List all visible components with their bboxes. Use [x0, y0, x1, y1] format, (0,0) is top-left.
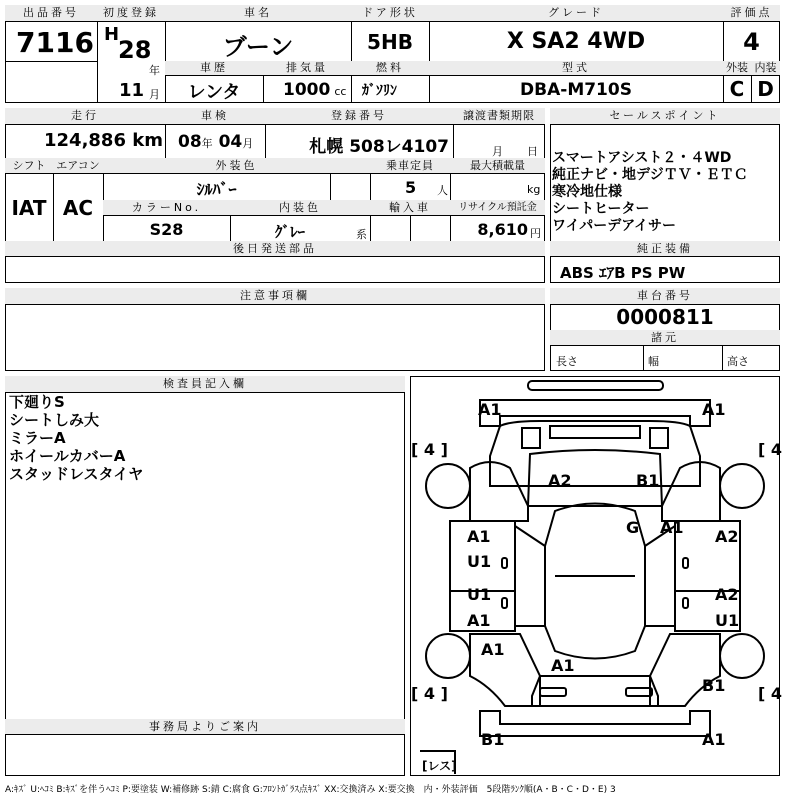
- fuel-label: 燃料: [351, 61, 429, 76]
- mark-quarter-left: A1: [481, 640, 505, 659]
- mark-rear-left: B1: [481, 730, 505, 749]
- chassis-number: 0000811: [616, 305, 714, 329]
- recycle: 8,610: [477, 220, 528, 239]
- notes-label: 注意事項欄: [5, 288, 545, 305]
- load-unit: kg: [527, 183, 541, 196]
- door-label: ドア形状: [351, 5, 429, 22]
- car-name-label: 車名: [165, 5, 351, 22]
- mark-roof-rear: A1: [551, 656, 575, 675]
- sales-point-line: ワイパーデアイサー: [552, 218, 677, 234]
- sales-point-line: 寒冷地仕様: [552, 184, 622, 200]
- later-parts-label: 後日発送部品: [5, 241, 545, 257]
- score: 4: [743, 28, 760, 56]
- plate: 札幌 508レ4107: [309, 137, 449, 157]
- int-label: 内装: [751, 61, 780, 76]
- grade-label: グレード: [429, 5, 723, 22]
- sales-point-line: スマートアシスト２・４WD: [552, 150, 732, 166]
- int-grade: D: [757, 77, 774, 101]
- mark-rear-door-right-u: U1: [715, 611, 740, 630]
- reg-year: 28: [118, 36, 152, 64]
- mark-hood-right: B1: [636, 471, 660, 490]
- equipment: ABS ｴｱB PS PW: [560, 264, 686, 282]
- mileage-label: 走行: [5, 108, 165, 125]
- transfer-day: 日: [527, 145, 538, 158]
- history-label: 車歴: [165, 61, 263, 76]
- sales-points-list: [552, 150, 748, 235]
- spec-label: 諸元: [550, 330, 780, 346]
- inspector-notes: [9, 393, 143, 483]
- mark-front-door-right: A2: [715, 527, 739, 546]
- chassis-label: 車台番号: [550, 288, 780, 305]
- shift: IAT: [11, 196, 47, 220]
- equipment-label: 純正装備: [550, 241, 780, 257]
- mileage: 124,886 km: [44, 130, 163, 151]
- mark-rear-right: A1: [702, 730, 726, 749]
- inspector-label: 検査員記入欄: [5, 376, 405, 393]
- capacity-unit: 人: [437, 184, 448, 197]
- mark-fender-right: A1: [660, 518, 684, 537]
- car-name: ブーン: [222, 33, 294, 61]
- inspection-label: 車検: [165, 108, 265, 125]
- width-label: 幅: [648, 355, 659, 368]
- car-diagram: [410, 376, 783, 776]
- ext-label: 外装: [723, 61, 751, 76]
- ext-grade: C: [729, 77, 745, 101]
- inspector-line: ミラーA: [9, 429, 66, 447]
- sales-points-label: セールスポイント: [550, 108, 780, 125]
- year-unit: 年: [149, 64, 160, 77]
- era: H: [104, 24, 120, 45]
- model-label: 型式: [429, 61, 723, 76]
- displacement-label: 排気量: [263, 61, 351, 76]
- inspector-line: ホイールカバーA: [9, 447, 126, 465]
- spare-tyre: [レス]: [422, 759, 457, 773]
- office-label: 事務局よりご案内: [5, 719, 405, 735]
- mark-rear-door-left-a: A1: [467, 611, 491, 630]
- color-no: S28: [149, 220, 184, 239]
- score-label: 評価点: [723, 5, 780, 22]
- mark-hood-left: A2: [548, 471, 572, 490]
- displacement: 1000 cc: [283, 80, 347, 100]
- fuel: ｶﾞｿﾘﾝ: [362, 83, 397, 99]
- mark-front-right: A1: [702, 400, 726, 419]
- tyre-rear-left: [ 4 ]: [411, 684, 448, 703]
- mark-front-left: A1: [478, 400, 502, 419]
- tyre-front-left: [ 4 ]: [411, 440, 448, 459]
- inspector-line: スタッドレスタイヤ: [9, 465, 144, 483]
- transfer-month: 月: [492, 145, 503, 158]
- color: ｼﾙﾊﾞｰ: [196, 180, 237, 199]
- lot-label: 出品番号: [5, 5, 97, 22]
- mark-glass: G: [626, 518, 640, 537]
- sales-point-line: シートヒーター: [552, 201, 650, 217]
- tyre-front-right: [ 4: [758, 440, 783, 459]
- mark-front-door-left-a: A1: [467, 527, 491, 546]
- recycle-label: リサイクル預託金: [450, 200, 545, 216]
- legend: A:ｷｽﾞ U:ﾍｺﾐ B:ｷｽﾞを伴うﾍｺﾐ P:要塗装 W:補修跡 S:錆 C:腐食 G:ﾌﾛﾝﾄｶﾞﾗｽ点ｷｽﾞ XX:交換済み X:要交換 内・外装評価 5段階ﾗﾝｸ順(A・B・C・D・E) 3: [5, 785, 616, 795]
- height-label: 高さ: [727, 355, 749, 368]
- color-label: 外装色: [103, 158, 370, 174]
- ac-label: エアコン: [53, 158, 103, 174]
- import-label: 輸入車: [370, 200, 450, 216]
- month-unit: 月: [149, 88, 160, 101]
- lot-number: 7116: [16, 26, 94, 59]
- inspector-line: 下廻りS: [9, 393, 65, 411]
- mark-rear-door-right-a: A2: [715, 585, 739, 604]
- mark-rear-door-left-u: U1: [467, 585, 492, 604]
- plate-label: 登録番号: [265, 108, 453, 125]
- ac: AC: [62, 196, 94, 220]
- color-no-label: カラーNo.: [103, 200, 230, 216]
- reg-month: 11: [119, 80, 145, 101]
- tyre-rear-right: [ 4: [758, 684, 783, 703]
- model: DBA-M710S: [520, 80, 632, 100]
- inspection: 08年 04月: [178, 132, 254, 152]
- inspector-line: シートしみ大: [9, 411, 100, 429]
- history: レンタ: [187, 82, 241, 103]
- sales-point-line: 純正ナビ・地デジＴＶ・ＥＴＣ: [552, 167, 748, 183]
- load-label: 最大積載量: [450, 158, 545, 174]
- int-color: ｸﾞﾚｰ: [274, 223, 305, 241]
- capacity: 5: [405, 178, 417, 197]
- capacity-label: 乗車定員: [370, 158, 450, 174]
- int-color-label: 内装色: [230, 200, 370, 216]
- transfer-label: 譲渡書類期限: [453, 108, 545, 125]
- mark-quarter-right: B1: [702, 676, 726, 695]
- first-reg-label: 初度登録: [97, 5, 165, 22]
- mark-front-door-left-u: U1: [467, 552, 492, 571]
- length-label: 長さ: [556, 355, 578, 368]
- shift-label: シフト: [5, 158, 53, 174]
- int-color-unit: 系: [356, 228, 367, 241]
- door-type: 5HB: [367, 30, 413, 54]
- recycle-unit: 円: [530, 227, 541, 240]
- grade: X SA2 4WD: [506, 29, 646, 54]
